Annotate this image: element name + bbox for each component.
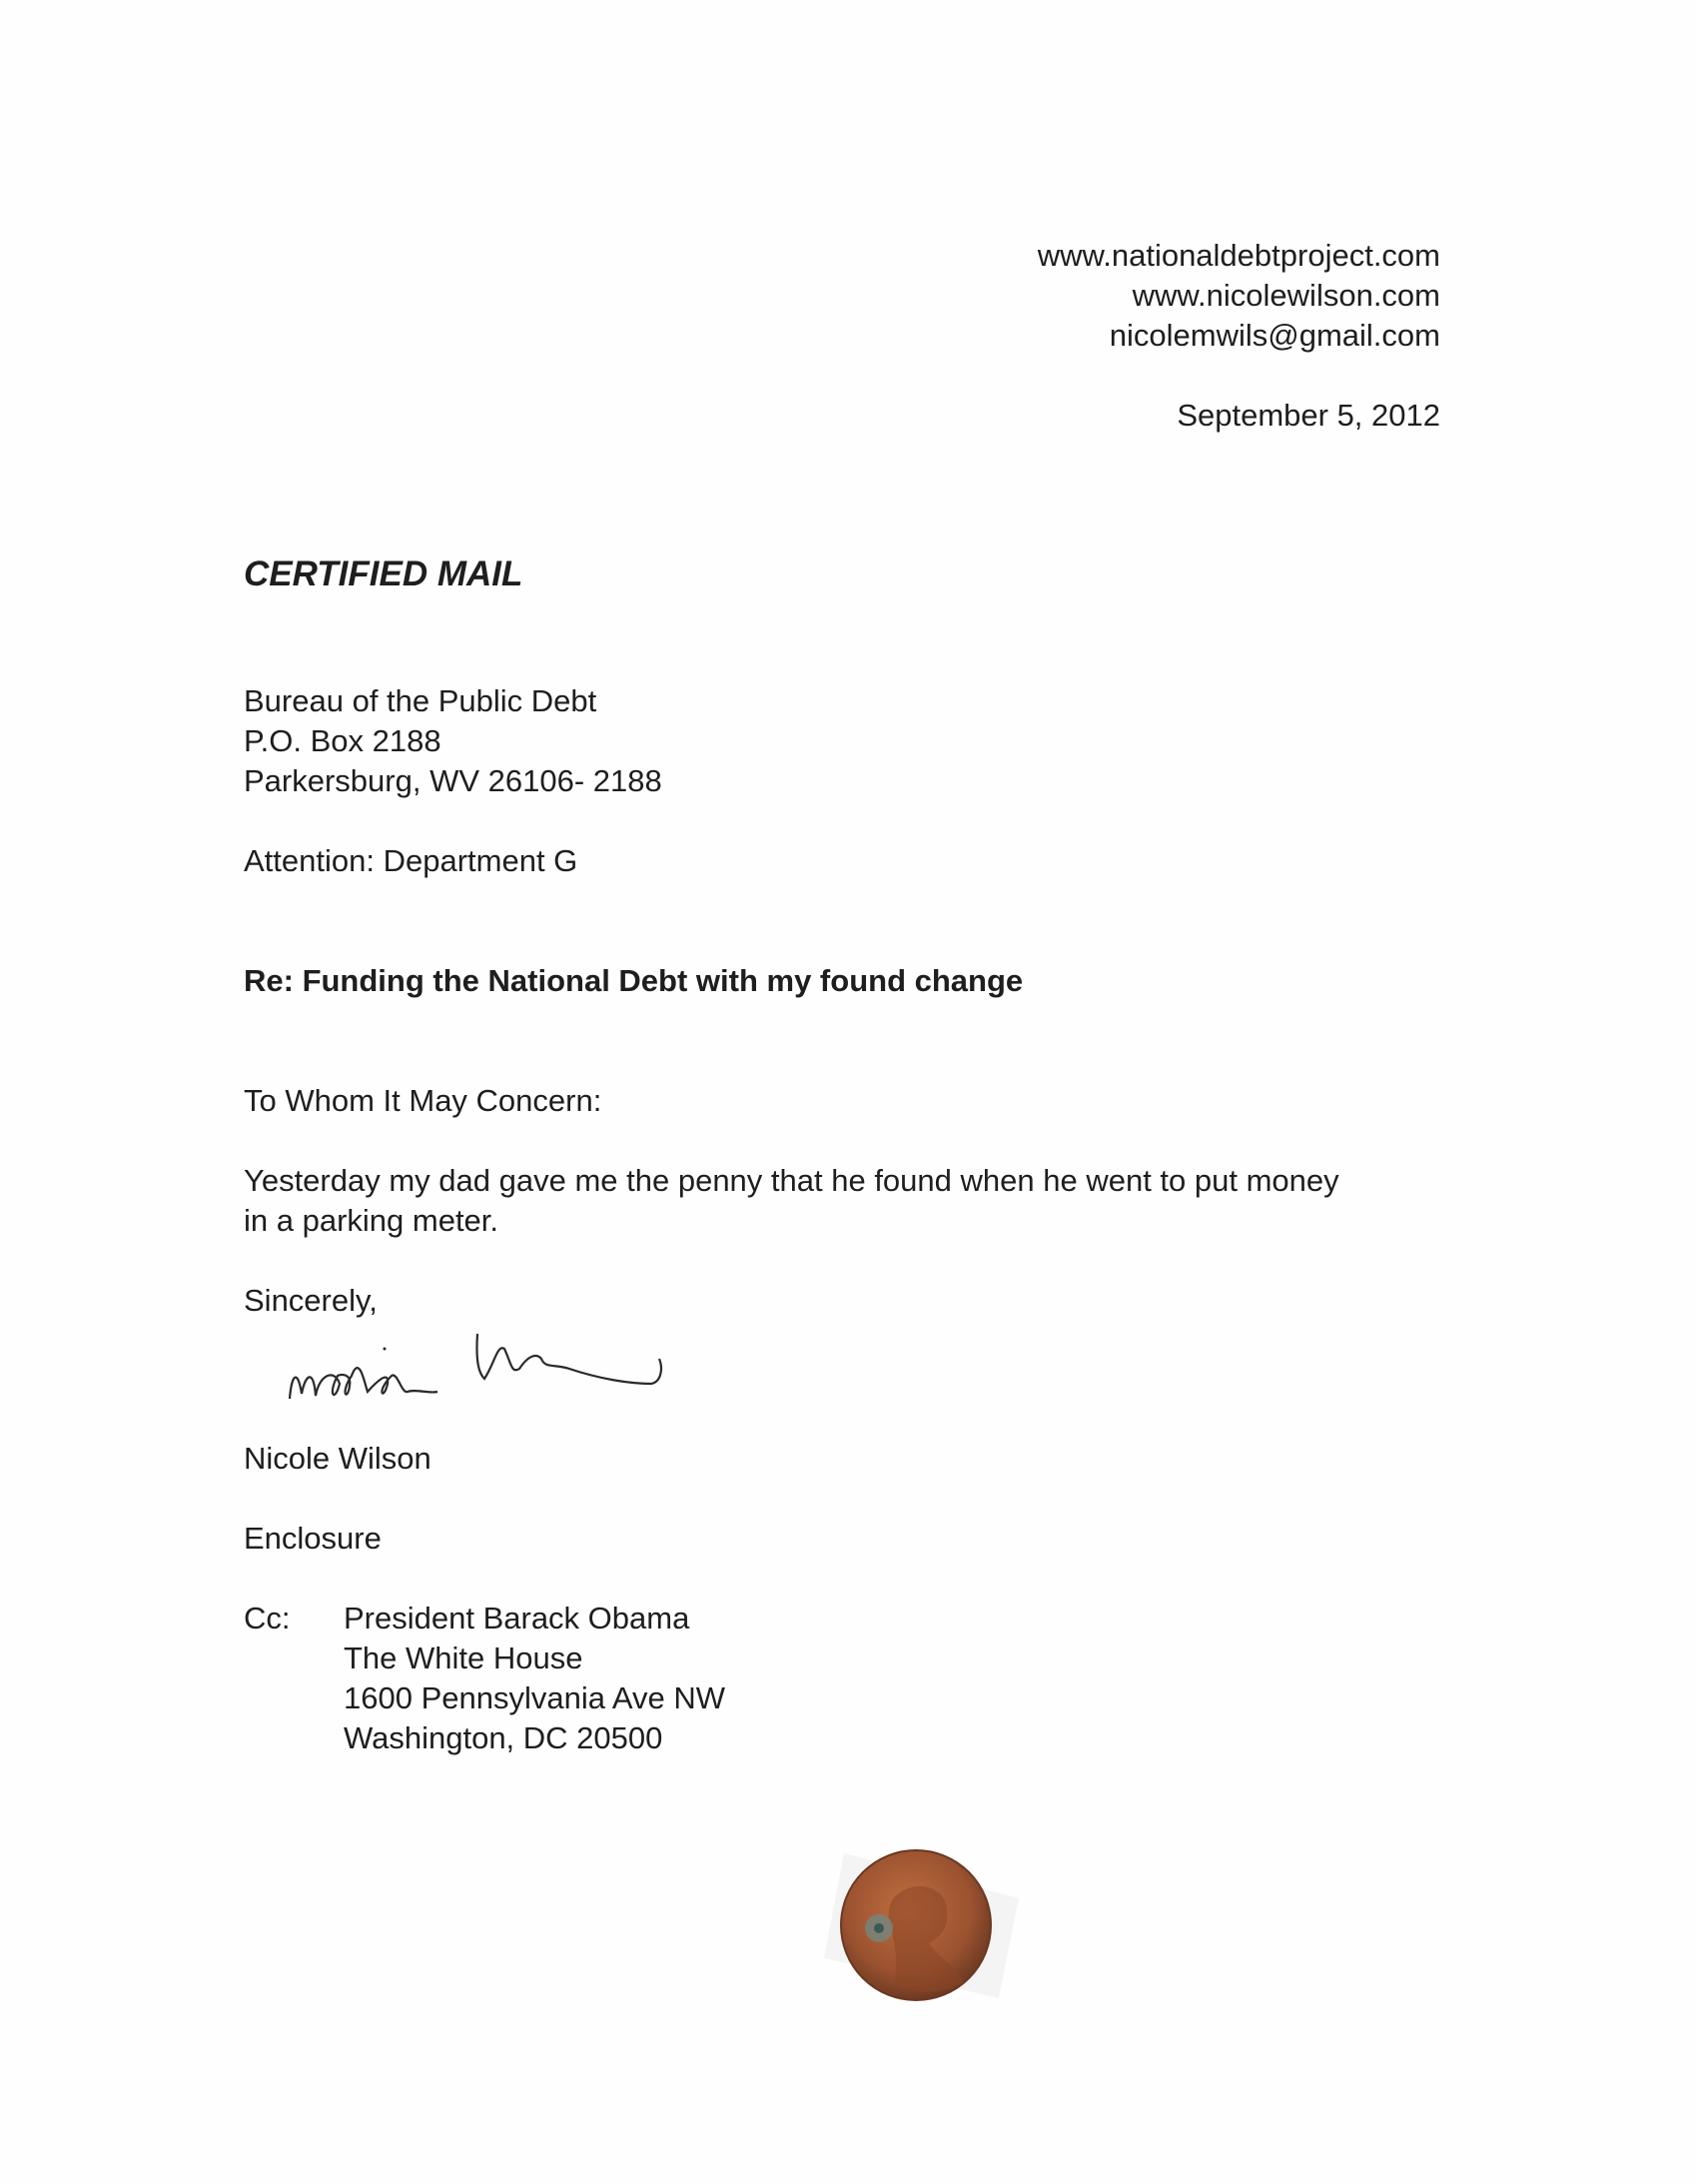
signer-name: Nicole Wilson (244, 1441, 431, 1476)
body-line-1: Yesterday my dad gave me the penny that he found when he went to put money (244, 1163, 1339, 1198)
body-line-2: in a parking meter. (244, 1203, 499, 1238)
recipient-line-3: Parkersburg, WV 26106- 2188 (244, 763, 662, 798)
salutation: To Whom It May Concern: (244, 1083, 602, 1118)
cc-line-4: Washington, DC 20500 (344, 1720, 663, 1755)
cc-line-1: President Barack Obama (344, 1601, 690, 1636)
recipient-line-1: Bureau of the Public Debt (244, 683, 597, 718)
enclosure-note: Enclosure (244, 1521, 382, 1556)
attention-line: Attention: Department G (244, 843, 578, 878)
website-national-debt-project: www.nationaldebtproject.com (1037, 238, 1440, 273)
cc-label: Cc: (244, 1601, 291, 1636)
cc-line-3: 1600 Pennsylvania Ave NW (344, 1680, 725, 1715)
email-address: nicolemwils@gmail.com (1109, 318, 1440, 353)
subject-line: Re: Funding the National Debt with my found change (244, 963, 1024, 998)
website-nicole-wilson: www.nicolewilson.com (1132, 278, 1440, 313)
recipient-line-2: P.O. Box 2188 (244, 723, 441, 758)
cc-line-2: The White House (344, 1640, 583, 1675)
closing: Sincerely, (244, 1283, 378, 1318)
letter-date: September 5, 2012 (1177, 398, 1440, 433)
penny-image (799, 1818, 1039, 2018)
certified-mail-heading: CERTIFIED MAIL (244, 554, 523, 593)
handwritten-signature (280, 1314, 709, 1414)
